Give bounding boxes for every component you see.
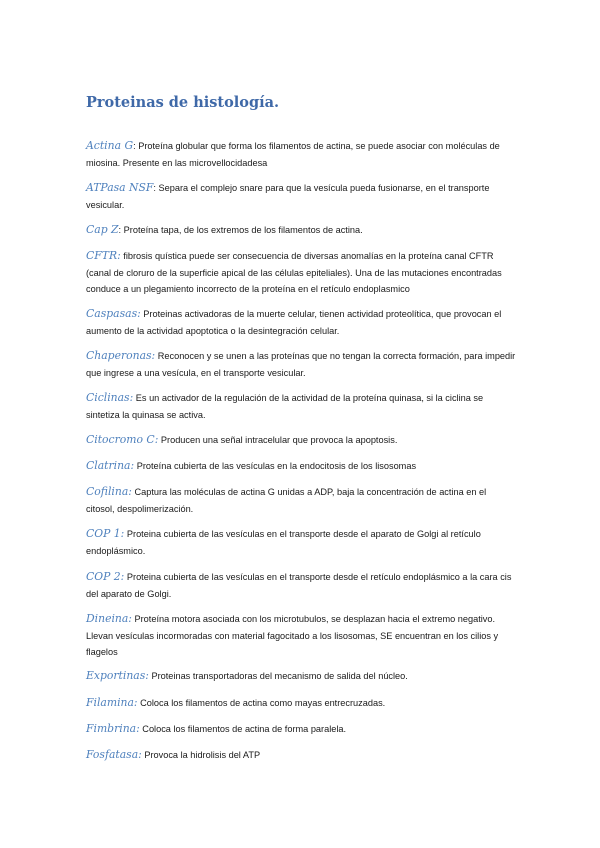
term: Chaperonas: (86, 349, 156, 362)
definition: Separa el complejo snare para que la vesícula pueda fusionarse, en el transporte vesicular. (86, 183, 490, 210)
definition: Provoca la hidrolisis del ATP (141, 750, 261, 760)
term: CFTR: (86, 249, 121, 262)
term: Caspasas: (86, 307, 141, 320)
term: Citocromo C: (86, 433, 159, 446)
term: ATPasa NSF (86, 181, 154, 194)
definition: Proteína cubierta de las vesículas en la endocitosis de los lisosomas (134, 461, 417, 471)
definition: Coloca los filamentos de actina como mayas entrecruzadas. (137, 698, 386, 708)
definition: Reconocen y se unen a las proteínas que no tengan la correcta formación, para impedir que ingrese a una vesícula, en el transporte vesicular. (86, 351, 516, 378)
definition: fibrosis quística puede ser consecuencia de diversas anomalías en la proteína canal CFTR (canal de cloruro de la superficie apical de las células epiteliales). Una de las mutaciones encontradas conduce a un plegamiento incorrecto de la proteína en el retículo endoplasmico (86, 251, 502, 294)
term-separator: : (118, 225, 122, 235)
term: Fosfatasa: (86, 748, 142, 761)
definition: Proteína motora asociada con los microtubulos, se desplazan hacia el extremo negativo. Llevan vesículas incormoradas con material fagocitado a los lisosomas, SE encuentran en los cilios y flagelos (86, 614, 499, 657)
entry-exportinas (86, 668, 516, 685)
definition: Proteína tapa, de los extremos de los filamentos de actina. (121, 225, 363, 235)
term-separator: : (153, 183, 156, 193)
term: Clatrina: (86, 459, 135, 472)
definition: Captura las moléculas de actina G unidas a ADP, baja la concentración de actina en el citosol, despolimerización. (86, 487, 487, 514)
entry-atpasa-nsf (86, 180, 516, 213)
entry-filamina (86, 695, 516, 712)
entry-dineina (86, 611, 516, 661)
entry-fosfatasa (86, 747, 516, 764)
definition: Proteinas activadoras de la muerte celular, tienen actividad proteolítica, que provocan el aumento de la actividad apoptotica o la desintegración celular. (86, 309, 502, 336)
entry-fimbrina (86, 721, 516, 738)
entry-cofilina (86, 484, 516, 517)
definition: Proteina cubierta de las vesículas en el transporte desde el retículo endoplásmico a la cara cis del aparato de Golgi. (86, 572, 512, 599)
term: Ciclinas: (86, 391, 134, 404)
entry-cop-1 (86, 526, 516, 559)
definition: Proteina cubierta de las vesículas en el transporte desde el aparato de Golgi al retículo endoplásmico. (86, 529, 481, 556)
definition: Coloca los filamentos de actina de forma paralela. (139, 724, 347, 734)
term: COP 1: (86, 527, 125, 540)
term: Dineina: (86, 612, 132, 625)
term: Cap Z (86, 223, 119, 236)
term: Actina G (86, 139, 134, 152)
entry-cftr (86, 248, 516, 298)
definition: Proteína globular que forma los filamentos de actina, se puede asociar con moléculas de miosina. Presente en las microvellocidadesa (86, 141, 500, 168)
entry-caspasas (86, 306, 516, 339)
entry-citocromo-c (86, 432, 516, 449)
page-title: Proteinas de histología. (86, 94, 280, 111)
entry-cop-2 (86, 569, 516, 602)
entry-clatrina (86, 458, 516, 475)
term: COP 2: (86, 570, 125, 583)
term-separator: : (133, 141, 136, 151)
definition: Producen una señal intracelular que provoca la apoptosis. (158, 435, 398, 445)
entry-ciclinas (86, 390, 516, 423)
entry-chaperonas (86, 348, 516, 381)
definition: Proteinas transportadoras del mecanismo de salida del núcleo. (148, 671, 408, 681)
term: Filamina: (86, 696, 138, 709)
entry-cap-z (86, 222, 516, 239)
term: Exportinas: (86, 669, 149, 682)
term: Cofilina: (86, 485, 132, 498)
entry-actina-g (86, 138, 516, 171)
term: Fimbrina: (86, 722, 140, 735)
definition: Es un activador de la regulación de la actividad de la proteína quinasa, si la ciclina se sintetiza la quinasa se activa. (86, 393, 484, 420)
